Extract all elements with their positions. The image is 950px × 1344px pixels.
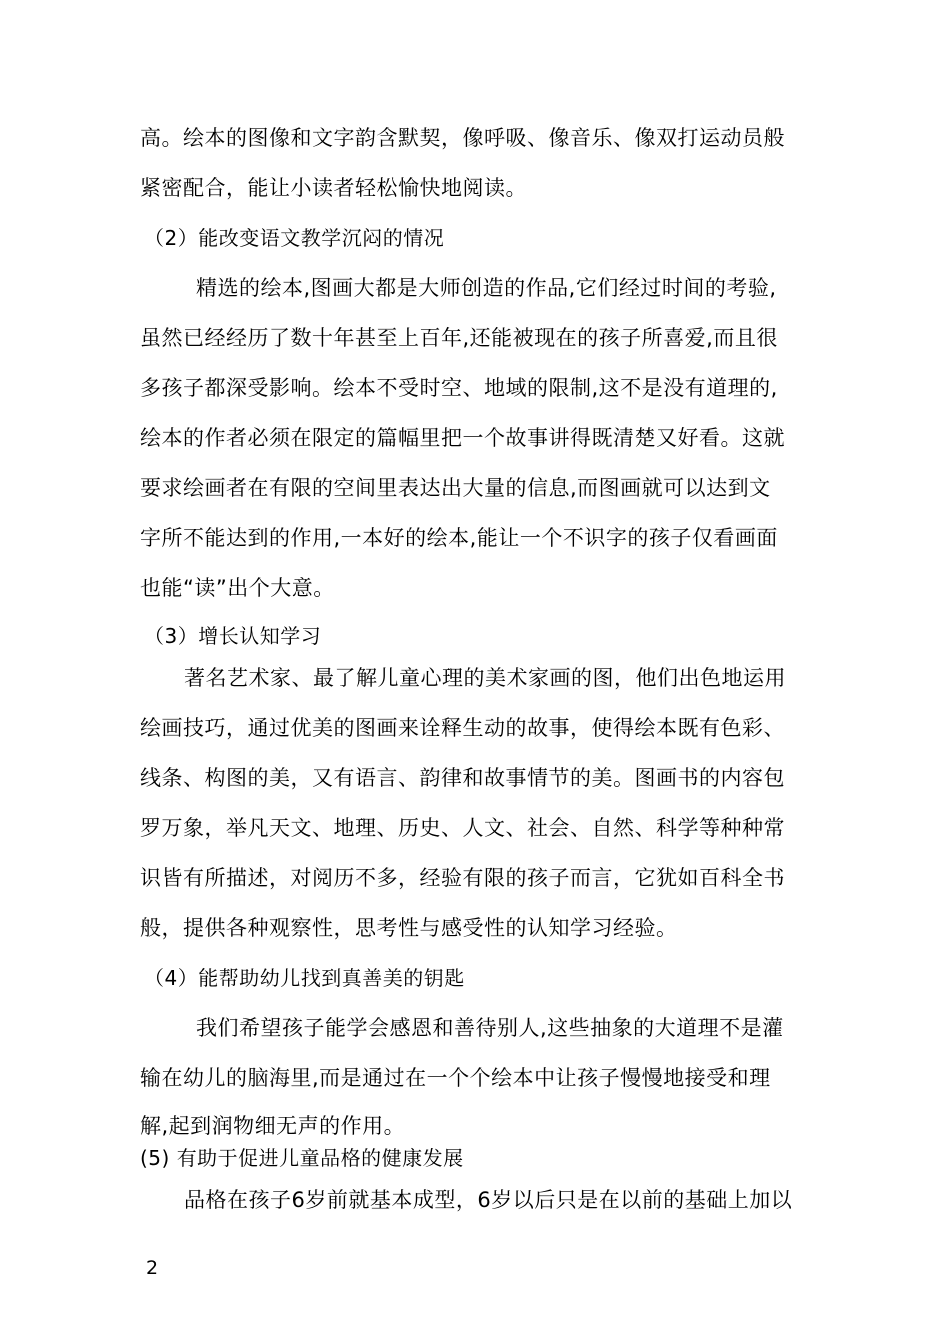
text-line: 般，提供各种观察性，思考性与感受性的认知学习经验。 <box>140 916 678 940</box>
text-line: 罗万象，举凡天文、地理、历史、人文、社会、自然、科学等种种常 <box>140 816 785 840</box>
text-line: 输在幼儿的脑海里,而是通过在一个个绘本中让孩子慢慢地接受和理 <box>140 1066 771 1090</box>
text-line: 绘画技巧，通过优美的图画来诠释生动的故事，使得绘本既有色彩、 <box>140 716 785 740</box>
text-line: 高。绘本的图像和文字韵含默契，像呼吸、像音乐、像双打运动员般 <box>140 126 785 150</box>
text-line: 也能“读”出个大意。 <box>140 576 335 600</box>
text-line: 字所不能达到的作用,一本好的绘本,能让一个不识字的孩子仅看画面 <box>140 526 778 550</box>
text-line: 要求绘画者在有限的空间里表达出大量的信息,而图画就可以达到文 <box>140 476 771 500</box>
page-number: 2 <box>146 1257 159 1279</box>
text-line: 解,起到润物细无声的作用。 <box>140 1114 406 1138</box>
text-line: 精选的绘本,图画大都是大师创造的作品,它们经过时间的考验, <box>196 276 777 300</box>
text-line: 品格在孩子6岁前就基本成型，6岁以后只是在以前的基础上加以 <box>184 1188 793 1212</box>
text-line: 多孩子都深受影响。绘本不受时空、地域的限制,这不是没有道理的, <box>140 376 778 400</box>
text-line: 虽然已经经历了数十年甚至上百年,还能被现在的孩子所喜爱,而且很 <box>140 326 778 350</box>
section-heading-4: （4）能帮助幼儿找到真善美的钥匙 <box>144 966 465 990</box>
text-line: 识皆有所描述，对阅历不多，经验有限的孩子而言，它犹如百科全书 <box>140 866 785 890</box>
section-heading-5: (5) 有助于促进儿童品格的健康发展 <box>140 1146 464 1170</box>
text-line: 我们希望孩子能学会感恩和善待别人,这些抽象的大道理不是灌 <box>196 1016 784 1040</box>
text-line: 绘本的作者必须在限定的篇幅里把一个故事讲得既清楚又好看。这就 <box>140 426 785 450</box>
section-heading-3: （3）增长认知学习 <box>144 624 322 648</box>
text-line: 著名艺术家、最了解儿童心理的美术家画的图，他们出色地运用 <box>184 666 786 690</box>
text-line: 线条、构图的美，又有语言、韵律和故事情节的美。图画书的内容包 <box>140 766 785 790</box>
section-heading-2: （2）能改变语文教学沉闷的情况 <box>144 226 445 250</box>
text-line: 紧密配合，能让小读者轻松愉快地阅读。 <box>140 176 527 200</box>
